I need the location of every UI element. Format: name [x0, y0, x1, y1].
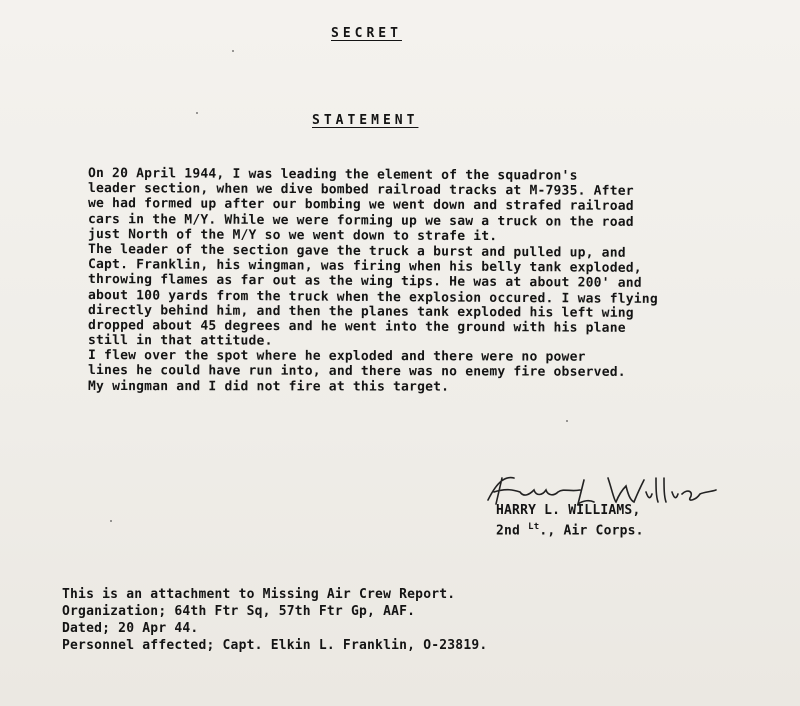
- footer-line: Organization; 64th Ftr Sq, 57th Ftr Gp, AAF.: [62, 604, 416, 619]
- statement-line: dropped about 45 degrees and he went into the ground with his plane: [87, 317, 626, 336]
- paper-speck: [196, 112, 198, 114]
- signer-name: HARRY L. WILLIAMS,: [496, 503, 641, 518]
- footer-line: Personnel affected; Capt. Elkin L. Franklin, O-23819.: [62, 638, 488, 653]
- statement-line: The leader of the section gave the truck a burst and pulled up, and: [87, 241, 626, 261]
- paper-speck: [110, 520, 112, 522]
- statement-line: lines he could have run into, and there was no enemy fire observed.: [87, 363, 626, 381]
- classification-heading: SECRET: [331, 26, 402, 41]
- statement-line: just North of the M/Y so we went down to strafe it.: [87, 226, 498, 244]
- signer-rank-prefix: 2nd: [496, 523, 529, 539]
- statement-line: Capt. Franklin, his wingman, was firing when his belly tank exploded,: [87, 257, 642, 276]
- statement-line: leader section, when we dive bombed railroad tracks at M-7935. After: [87, 181, 634, 200]
- statement-line: directly behind him, and then the planes tank exploded his left wing: [87, 302, 634, 321]
- signer-rank: [496, 519, 644, 539]
- attachment-footer: [62, 586, 487, 654]
- statement-body: [88, 166, 788, 394]
- footer-line: This is an attachment to Missing Air Crew Report.: [62, 587, 456, 602]
- footer-line: Dated; 20 Apr 44.: [62, 621, 199, 636]
- statement-line: cars in the M/Y. While we were forming up we saw a truck on the road: [87, 211, 634, 230]
- statement-title: STATEMENT: [312, 113, 419, 128]
- statement-line: about 100 yards from the truck when the explosion occured. I was flying: [87, 287, 658, 307]
- statement-line: On 20 April 1944, I was leading the element of the squadron's: [87, 166, 578, 184]
- statement-line: I flew over the spot where he exploded and there were no power: [87, 348, 586, 365]
- paper-speck: [566, 420, 568, 422]
- signer-rank-suffix: ., Air Corps.: [539, 523, 644, 539]
- statement-line: we had formed up after our bombing we went down and strafed railroad: [87, 196, 634, 215]
- signer-rank-superscript: Lt: [528, 522, 540, 532]
- statement-line: still in that attitude.: [87, 333, 273, 349]
- signature-block: [496, 502, 644, 539]
- paper-speck: [232, 50, 234, 52]
- statement-line: My wingman and I did not fire at this target.: [87, 378, 450, 395]
- statement-line: throwing flames as far out as the wing tips. He was at about 200' and: [87, 272, 642, 292]
